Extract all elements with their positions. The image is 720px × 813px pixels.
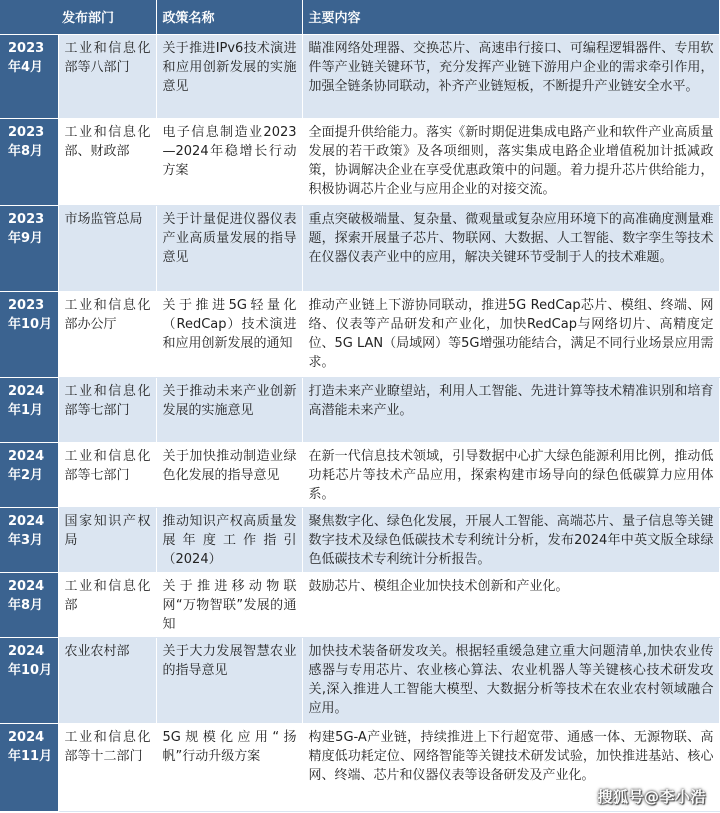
row-policy-name: 关于推动未来产业创新发展的实施意见 <box>156 377 302 442</box>
row-content: 打造未来产业瞭望站，利用人工智能、先进计算等技术精准识别和培育高潜能未来产业。 <box>302 377 719 442</box>
header-policy-name: 政策名称 <box>156 0 302 34</box>
row-date: 2024年3月 <box>0 507 58 572</box>
table-row <box>0 572 719 637</box>
table-header-row <box>0 0 719 34</box>
row-date: 2024年1月 <box>0 377 58 442</box>
row-date: 2023年4月 <box>0 34 58 118</box>
row-date: 2023年10月 <box>0 291 58 377</box>
table-row <box>0 205 719 291</box>
row-policy-name: 关于推进IPv6技术演进和应用创新发展的实施意见 <box>156 34 302 118</box>
table-row <box>0 507 719 572</box>
row-dept: 工业和信息化部等八部门 <box>58 34 156 118</box>
table-row <box>0 34 719 118</box>
header-dept: 发布部门 <box>0 0 156 34</box>
row-dept: 农业农村部 <box>58 637 156 723</box>
row-date: 2023年9月 <box>0 205 58 291</box>
row-date: 2024年2月 <box>0 442 58 507</box>
row-content: 在新一代信息技术领域，引导数据中心扩大绿色能源利用比例，推动低功耗芯片等技术产品应用，探索构建市场导向的绿色低碳算力应用体系。 <box>302 442 719 507</box>
row-content: 重点突破极端量、复杂量、微观量或复杂应用环境下的高准确度测量难题，探索开展量子芯片、物联网、大数据、人工智能、数字孪生等技术在仪器仪表产业中的应用，解决关键环节受制于人的技术难题。 <box>302 205 719 291</box>
row-date: 2024年8月 <box>0 572 58 637</box>
row-policy-name: 关于大力发展智慧农业的指导意见 <box>156 637 302 723</box>
row-policy-name: 关于加快推动制造业绿色化发展的指导意见 <box>156 442 302 507</box>
row-content: 瞄准网络处理器、交换芯片、高速串行接口、可编程逻辑器件、专用软件等产业链关键环节，充分发挥产业链下游用户企业的需求牵引作用，加强全链条协同联动，补齐产业链短板，不断提升产业链安全水平。 <box>302 34 719 118</box>
row-date: 2024年11月 <box>0 723 58 811</box>
row-policy-name: 关于推进5G轻量化（RedCap）技术演进和应用创新发展的通知 <box>156 291 302 377</box>
row-date: 2024年10月 <box>0 637 58 723</box>
row-content: 全面提升供给能力。落实《新时期促进集成电路产业和软件产业高质量发展的若干政策》及各项细则，落实集成电路企业增值税加计抵减政策，协调解决企业在享受优惠政策中的问题。着力提升芯片供给能力，积极协调芯片企业与应用企业的对接交流。 <box>302 118 719 205</box>
table-row <box>0 637 719 723</box>
row-dept: 市场监管总局 <box>58 205 156 291</box>
row-policy-name: 5G规模化应用“扬帆”行动升级方案 <box>156 723 302 811</box>
row-dept: 工业和信息化部 <box>58 572 156 637</box>
row-content: 构建5G-A产业链，持续推进上下行超宽带、通感一体、无源物联、高精度低功耗定位、网络智能等关键技术研发试验，加快推进基站、核心网、终端、芯片和仪器仪表等设备研发及产业化。 <box>302 723 719 811</box>
row-content: 推动产业链上下游协同联动，推进5G RedCap芯片、模组、终端、网络、仪表等产品研发和产业化，加快RedCap与网络切片、高精度定位、5G LAN（局域网）等5G增强功能结合，满足不同行业场景应用需求。 <box>302 291 719 377</box>
row-dept: 工业和信息化部等七部门 <box>58 442 156 507</box>
row-dept: 工业和信息化部等七部门 <box>58 377 156 442</box>
row-policy-name: 推动知识产权高质量发展年度工作指引（2024） <box>156 507 302 572</box>
table-row <box>0 442 719 507</box>
row-content: 聚焦数字化、绿色化发展，开展人工智能、高端芯片、量子信息等关键数字技术及绿色低碳技术专利统计分析，发布2024年中英文版全球绿色低碳技术专利统计分析报告。 <box>302 507 719 572</box>
row-date: 2023年8月 <box>0 118 58 205</box>
table-row <box>0 118 719 205</box>
row-dept: 工业和信息化部办公厅 <box>58 291 156 377</box>
table-row <box>0 291 719 377</box>
row-policy-name: 关于计量促进仪器仪表产业高质量发展的指导意见 <box>156 205 302 291</box>
source-watermark: 搜狐号@李小浩 <box>597 788 706 806</box>
row-policy-name: 关于推进移动物联网“万物智联”发展的通知 <box>156 572 302 637</box>
row-dept: 国家知识产权局 <box>58 507 156 572</box>
header-content: 主要内容 <box>302 0 719 34</box>
row-content: 加快技术装备研发攻关。根据轻重缓急建立重大问题清单,加快农业传感器与专用芯片、农业核心算法、农业机器人等关键核心技术研发攻关,深入推进人工智能大模型、大数据分析等技术在农业农村领域融合应用。 <box>302 637 719 723</box>
table-row <box>0 377 719 442</box>
row-dept: 工业和信息化部、财政部 <box>58 118 156 205</box>
row-dept: 工业和信息化部等十二部门 <box>58 723 156 811</box>
row-policy-name: 电子信息制造业2023—2024年稳增长行动方案 <box>156 118 302 205</box>
row-content: 鼓励芯片、模组企业加快技术创新和产业化。 <box>302 572 719 637</box>
